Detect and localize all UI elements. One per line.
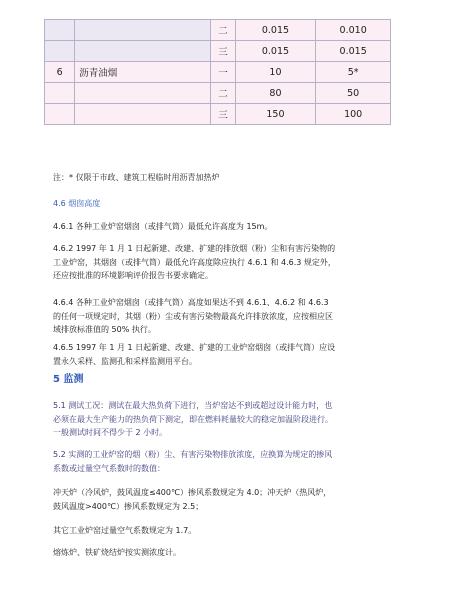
value-cell: 0.015 [235,20,316,41]
value-cell: 100 [316,104,391,125]
paragraph-line: 域排放标准值的 50% 执行。 [53,325,156,334]
paragraph-other-kilns: 其它工业炉窑过量空气系数规定为 1.7。 [53,526,197,535]
value-cell: 50 [316,83,391,104]
paragraph-cupola-coefficient [53,486,331,513]
paragraph-line: 冲天炉（冷风炉，鼓风温度≤400℃）掺风系数规定为 4.0；冲天炉（热风炉， [53,488,332,497]
paragraph-5-1 [53,399,333,440]
table-row [45,20,391,41]
paragraph-line: 4.6.4 各种工业炉窑烟囱（或排气筒）高度如果达不到 4.6.1、4.6.2 和 4.6.3 [53,298,329,307]
pollutant-name-cell: 沥青油烟 [75,62,211,83]
pollutant-name-cell [75,41,211,62]
table-row [45,62,391,83]
table-footnote: 注：* 仅限于市政、建筑工程临时用沥青加热炉 [53,173,220,182]
section-heading-5: 5 监测 [53,374,84,385]
section-heading-4-6: 4.6 烟囱高度 [53,199,101,208]
paragraph-4-6-5 [53,341,335,368]
paragraph-line: 的任何一项规定时，其烟（粉）尘或有害污染物最高允许排放浓度，应按相应区 [53,311,333,321]
paragraph-line: 4.6.2 1997 年 1 月 1 日起新建、改建、扩建的排放烟（粉）尘和有害污染物的 [53,244,336,253]
paragraph-line: 4.6.1 各种工业炉窑烟囱（或排气筒）最低允许高度为 15m。 [53,222,273,231]
paragraph-line: 4.6.5 1997 年 1 月 1 日起新建、改建、扩建的工业炉窑烟囱（或排气筒）应设 [53,343,336,352]
table-row [45,83,391,104]
table-row [45,41,391,62]
paragraph-line: 必须在最大生产能力的热负荷下测定，即在燃料耗量较大的稳定加温阶段进行。 [53,414,333,424]
table-row [45,104,391,125]
value-cell: 10 [235,62,316,83]
paragraph-line: 一般测试时间不得少于 2 小时。 [53,428,168,437]
paragraph-5-2 [53,448,332,475]
paragraph-4-6-4 [53,296,333,337]
grade-cell: 三 [211,104,235,125]
pollutant-name-cell [75,104,211,125]
paragraph-line: 置永久采样、监测孔和采样监测用平台。 [53,356,197,366]
row-number-cell [45,41,75,62]
row-number-cell [45,83,75,104]
paragraph-4-6-2 [53,242,336,283]
pollutant-name-cell [75,20,211,41]
row-number-cell [45,104,75,125]
row-number-cell [45,20,75,41]
grade-cell: 二 [211,20,235,41]
emission-standard-table [44,19,391,125]
value-cell: 0.015 [316,41,391,62]
grade-cell: 一 [211,62,235,83]
paragraph-smelting-furnace: 熔炼炉、铁矿烧结炉按实测浓度计。 [53,548,181,557]
paragraph-line: 5.1 测试工况：测试在最大热负荷下进行，当炉窑达不到或超过设计能力时，也 [53,401,333,410]
paragraph-line: 还应按批准的环境影响评价报告书要求确定。 [53,271,213,280]
grade-cell: 三 [211,41,235,62]
paragraph-line: 系数或过量空气系数时的数值： [53,463,165,473]
value-cell: 0.015 [235,41,316,62]
value-cell: 80 [235,83,316,104]
paragraph-line: 5.2 实测的工业炉窑的烟（粉）尘、有害污染物排放浓度，应换算为规定的掺风 [53,450,333,459]
value-cell: 150 [235,104,316,125]
grade-cell: 二 [211,83,235,104]
paragraph-4-6-1 [53,220,272,234]
pollutant-name-cell [75,83,211,104]
value-cell: 5* [316,62,391,83]
value-cell: 0.010 [316,20,391,41]
paragraph-line: 工业炉窑，其烟囱（或排气筒）最低允许高度除应执行 4.6.1 和 4.6.3 规定外， [53,257,336,267]
paragraph-line: 鼓风温度>400℃）掺风系数规定为 2.5； [53,501,204,511]
row-number-cell: 6 [45,62,75,83]
